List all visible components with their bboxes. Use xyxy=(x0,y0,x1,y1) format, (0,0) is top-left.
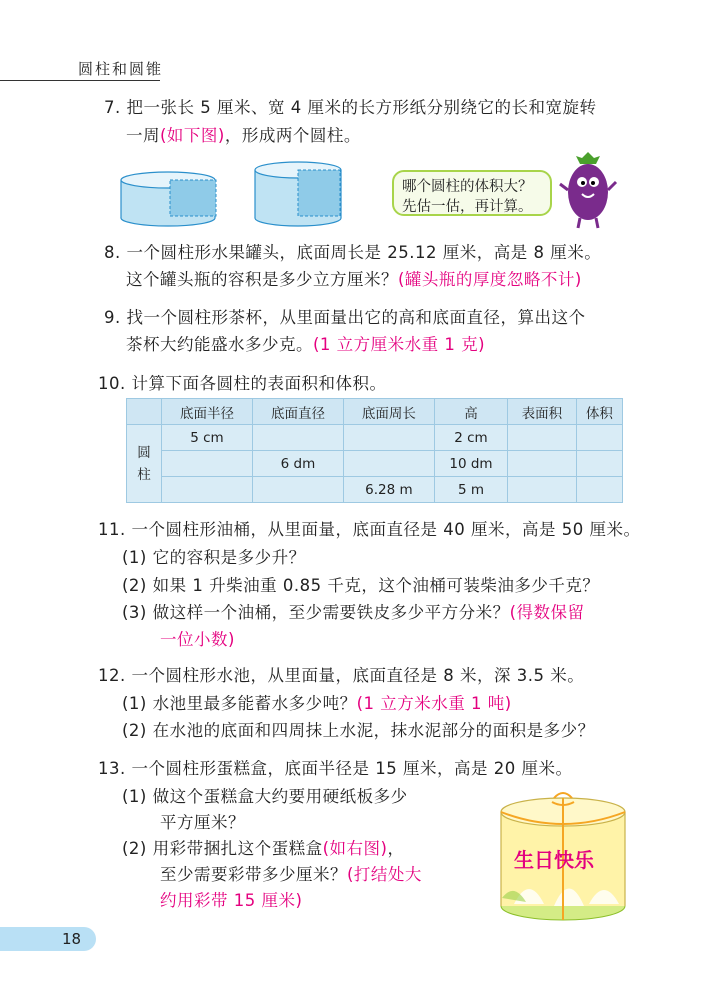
table-cell xyxy=(508,477,577,503)
table-cell: 10 dm xyxy=(434,451,507,477)
table-row xyxy=(127,451,623,477)
page-number-tab xyxy=(0,927,96,951)
table-cell xyxy=(343,451,434,477)
q13-number: 13. xyxy=(98,759,126,778)
q13-sub2-text: (2) 用彩带捆扎这个蛋糕盒 xyxy=(122,839,323,858)
q12-number: 12. xyxy=(98,666,126,685)
table-cell xyxy=(162,451,253,477)
q12-sub1 xyxy=(122,692,512,716)
q13-sub1-cont: 平方厘米？ xyxy=(160,813,245,832)
q12-line1 xyxy=(98,664,584,688)
q9-note: (1 立方厘米水重 1 克) xyxy=(313,335,486,354)
q11-sub3-note2: 一位小数) xyxy=(160,630,235,649)
q13-sub2-comma: ， xyxy=(387,839,405,858)
q13-sub2-note1: (如右图) xyxy=(322,839,388,858)
table-cell xyxy=(162,477,253,503)
q8-number: 8. xyxy=(104,243,121,262)
q9-line1 xyxy=(104,306,586,330)
q13-sub2-note3: 约用彩带 15 厘米) xyxy=(160,891,303,910)
q9-number: 9. xyxy=(104,308,121,327)
q11-number: 11. xyxy=(98,520,126,539)
table-cell xyxy=(576,451,622,477)
cake-greeting-text: 生日快乐 xyxy=(514,848,594,872)
table-cell xyxy=(252,477,343,503)
q9-text1: 找一个圆柱形茶杯，从里面量出它的高和底面直径，算出这个 xyxy=(126,308,586,327)
table-cell: 5 cm xyxy=(162,425,253,451)
table-cell: 5 m xyxy=(434,477,507,503)
table-cell: 6 dm xyxy=(252,451,343,477)
q11-sub3-note: (得数保留 xyxy=(509,603,585,622)
q8-line2 xyxy=(126,268,582,292)
q10-text: 计算下面各圆柱的表面积和体积。 xyxy=(131,374,387,393)
q13-sub1: (1) 做这个蛋糕盒大约要用硬纸板多少 xyxy=(122,787,408,806)
cylinder-tall-icon xyxy=(255,162,341,226)
table-header-cell: 体积 xyxy=(576,399,622,425)
table-row xyxy=(127,425,623,451)
table-cell xyxy=(508,451,577,477)
q7-line2 xyxy=(126,124,361,148)
table-header-cell: 底面周长 xyxy=(343,399,434,425)
table-cell xyxy=(343,425,434,451)
q7-text2b: ，形成两个圆柱。 xyxy=(224,126,361,145)
q13-sub2-text2: 至少需要彩带多少厘米？ xyxy=(160,865,347,884)
q7-text1: 把一张长 5 厘米、宽 4 厘米的长方形纸分别绕它的长和宽旋转 xyxy=(126,98,597,117)
q7-line1 xyxy=(104,96,596,120)
hint-line1: 哪个圆柱的体积大？ xyxy=(402,179,533,195)
table-cell xyxy=(576,477,622,503)
page-number: 18 xyxy=(62,930,82,948)
q9-text2: 茶杯大约能盛水多少克。 xyxy=(126,335,313,354)
q10-line1 xyxy=(98,372,387,396)
eggplant-mascot-icon xyxy=(558,150,618,230)
table-header-cell: 高 xyxy=(434,399,507,425)
q8-text2: 这个罐头瓶的容积是多少立方厘米？ xyxy=(126,270,398,289)
q8-line1 xyxy=(104,241,601,265)
q7-number: 7. xyxy=(104,98,121,117)
q13-text1: 一个圆柱形蛋糕盒，底面半径是 15 厘米，高是 20 厘米。 xyxy=(131,759,573,778)
table-header-cell: 底面直径 xyxy=(252,399,343,425)
q7-note: (如下图) xyxy=(160,126,225,145)
q13-sub2-note2: (打结处大 xyxy=(347,865,422,884)
q8-text1: 一个圆柱形水果罐头，底面周长是 25.12 厘米，高是 8 厘米。 xyxy=(126,243,602,262)
q11-text1: 一个圆柱形油桶，从里面量，底面直径是 40 厘米，高是 50 厘米。 xyxy=(131,520,641,539)
table-row-label: 圆柱 xyxy=(127,425,162,503)
chapter-title: 圆柱和圆锥 xyxy=(78,60,164,78)
q11-sub1: (1) 它的容积是多少升？ xyxy=(122,548,306,567)
hint-line2: 先估一估，再计算。 xyxy=(402,199,533,215)
q13-sub2 xyxy=(122,837,405,861)
table-header-row xyxy=(127,399,623,425)
table-cell: 6.28 m xyxy=(343,477,434,503)
table-corner-cell xyxy=(127,399,162,425)
q7-text2a: 一周 xyxy=(126,126,160,145)
table-cell xyxy=(252,425,343,451)
q13-line1 xyxy=(98,757,572,781)
cake-box-figure xyxy=(494,786,632,926)
q13-sub2-cont xyxy=(160,863,422,887)
table-cell xyxy=(508,425,577,451)
q11-sub3 xyxy=(122,601,585,625)
q11-line1 xyxy=(98,518,640,542)
hint-bubble xyxy=(392,170,552,216)
q11-sub3-text: (3) 做这样一个油桶，至少需要铁皮多少平方分米？ xyxy=(122,603,510,622)
q10-number: 10. xyxy=(98,374,126,393)
table-cell: 2 cm xyxy=(434,425,507,451)
table-header-cell: 底面半径 xyxy=(162,399,253,425)
q8-note: (罐头瓶的厚度忽略不计) xyxy=(398,270,582,289)
header-rule xyxy=(0,80,160,81)
table-row xyxy=(127,477,623,503)
q11-sub2: (2) 如果 1 升柴油重 0.85 千克，这个油桶可装柴油多少千克？ xyxy=(122,576,600,595)
table-header-cell: 表面积 xyxy=(508,399,577,425)
q12-sub1-text: (1) 水池里最多能蓄水多少吨？ xyxy=(122,694,357,713)
table-cell xyxy=(576,425,622,451)
cylinders-figure xyxy=(118,160,358,230)
q12-text1: 一个圆柱形水池，从里面量，底面直径是 8 米，深 3.5 米。 xyxy=(131,666,585,685)
q9-line2 xyxy=(126,333,485,357)
cylinder-wide-icon xyxy=(121,172,216,226)
q12-sub1-note: (1 立方米水重 1 吨) xyxy=(356,694,512,713)
q12-sub2: (2) 在水池的底面和四周抹上水泥，抹水泥部分的面积是多少？ xyxy=(122,721,595,740)
cylinder-table xyxy=(126,398,623,503)
